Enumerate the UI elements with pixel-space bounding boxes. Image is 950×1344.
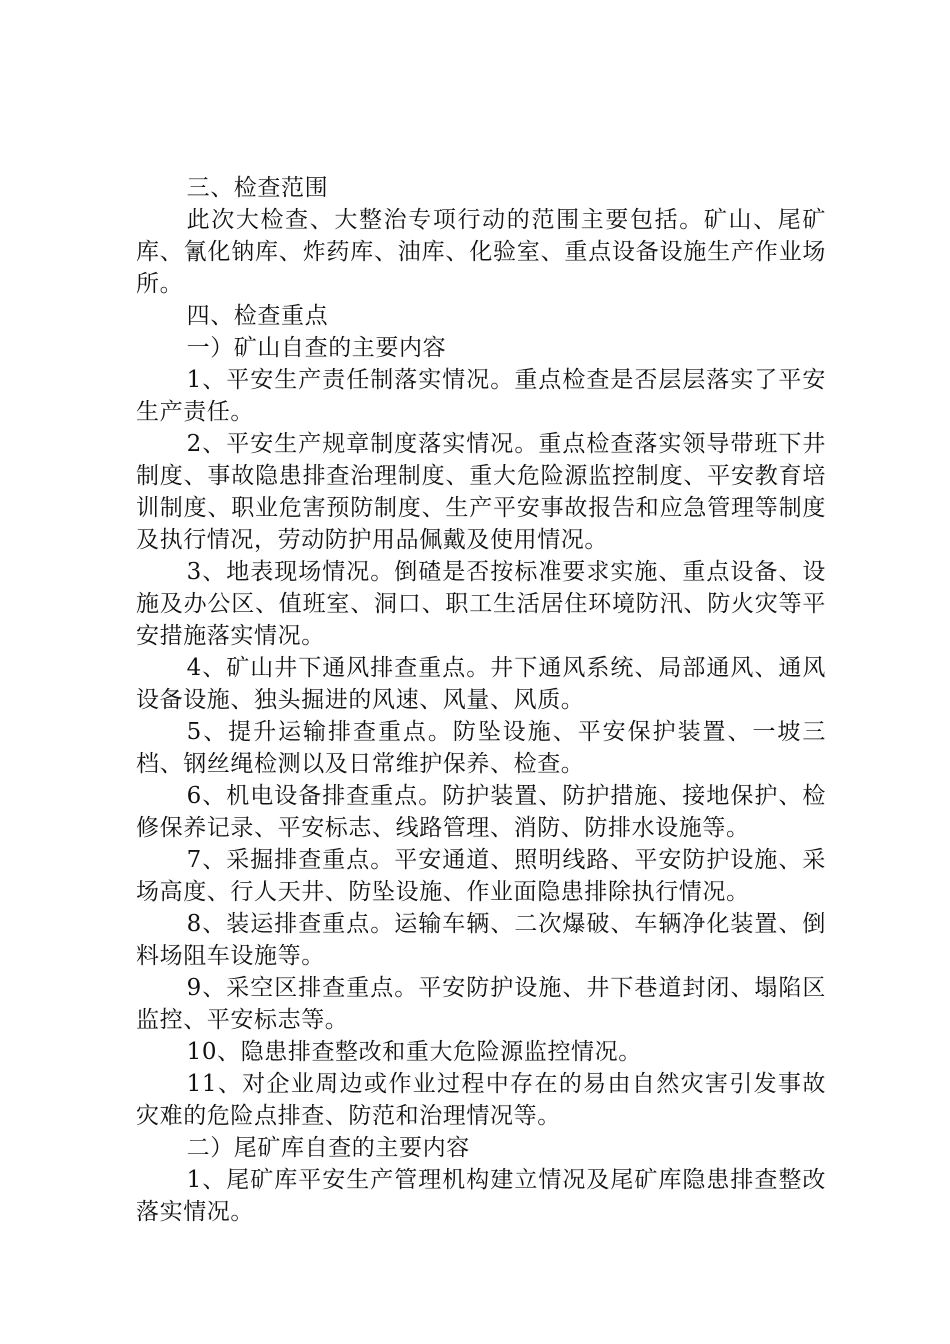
list-item: 7、采掘排查重点。平安通道、照明线路、平安防护设施、采场高度、行人天井、防坠设施、作业面隐患排除执行情况。: [136, 847, 826, 905]
list-item: 3、地表现场情况。倒碴是否按标准要求实施、重点设备、设施及办公区、值班室、洞口、职工生活居住环境防汛、防火灾等平安措施落实情况。: [136, 559, 826, 649]
list-item: 4、矿山井下通风排查重点。井下通风系统、局部通风、通风设备设施、独头掘进的风速、风量、风质。: [136, 655, 826, 713]
list-item: 10、隐患排查整改和重大危险源监控情况。: [186, 1039, 642, 1065]
subheading-tailings: 二）尾矿库自查的主要内容: [186, 1135, 470, 1161]
subheading-mine: 一）矿山自查的主要内容: [186, 335, 447, 361]
document-body: [136, 172, 826, 1228]
list-item: 1、平安生产责任制落实情况。重点检查是否层层落实了平安生产责任。: [136, 367, 826, 425]
list-item: 2、平安生产规章制度落实情况。重点检查落实领导带班下井制度、事故隐患排查治理制度、重大危险源监控制度、平安教育培训制度、职业危害预防制度、生产平安事故报告和应急管理等制度及执行情况，劳动防护用品佩戴及使用情况。: [136, 431, 826, 553]
list-item: 8、装运排查重点。运输车辆、二次爆破、车辆净化装置、倒料场阻车设施等。: [136, 911, 826, 969]
list-item: 1、尾矿库平安生产管理机构建立情况及尾矿库隐患排查整改落实情况。: [136, 1167, 826, 1225]
list-item: 5、提升运输排查重点。防坠设施、平安保护装置、一坡三档、钢丝绳检测以及日常维护保养、检查。: [136, 719, 826, 777]
list-item: 9、采空区排查重点。平安防护设施、井下巷道封闭、塌陷区监控、平安标志等。: [136, 975, 826, 1033]
section-heading-focus: 四、检查重点: [186, 303, 329, 329]
section-heading-scope: 三、检查范围: [186, 175, 329, 201]
list-item: 6、机电设备排查重点。防护装置、防护措施、接地保护、检修保养记录、平安标志、线路管理、消防、防排水设施等。: [136, 783, 826, 841]
list-item: 11、对企业周边或作业过程中存在的易由自然灾害引发事故灾难的危险点排查、防范和治理情况等。: [136, 1071, 826, 1129]
paragraph-scope: 此次大检查、大整治专项行动的范围主要包括。矿山、尾矿库、氰化钠库、炸药库、油库、化验室、重点设备设施生产作业场所。: [136, 207, 826, 297]
